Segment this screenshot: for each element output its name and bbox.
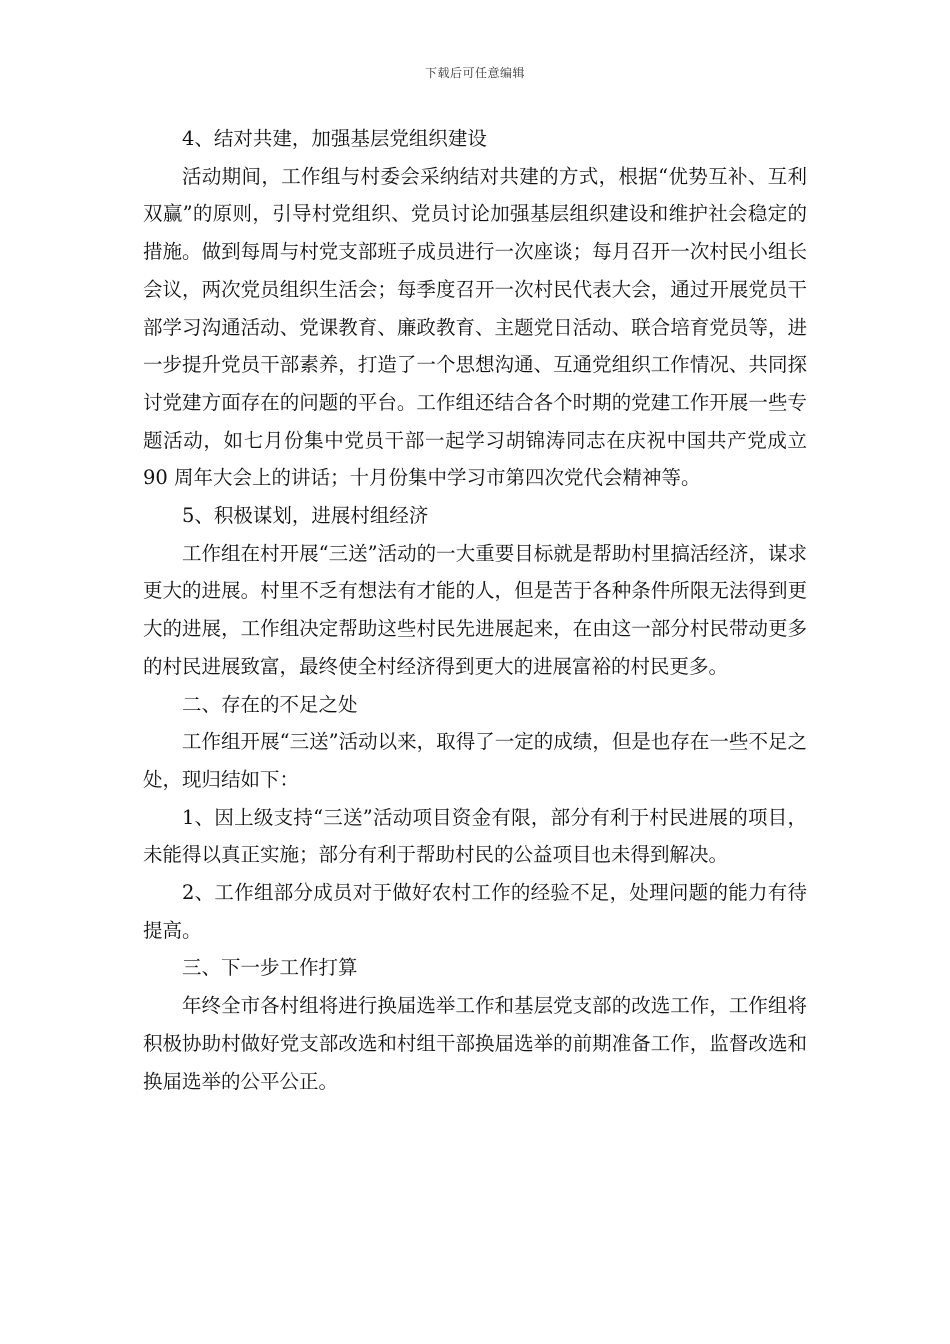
document-body <box>143 120 807 1100</box>
paragraph-shortcomings-intro: 工作组开展“三送”活动以来，取得了一定的成绩，但是也存在一些不足之处，现归结如下： <box>143 730 807 791</box>
page-header: 下载后可任意编辑 <box>424 66 525 80</box>
paragraph-next-steps: 年终全市各村组将进行换届选举工作和基层党支部的改选工作，工作组将积极协助村做好党支部改选和村组干部换届选举的前期准备工作，监督改选和换届选举的公平公正。 <box>143 994 807 1093</box>
heading-village-economy: 5、积极谋划，进展村组经济 <box>182 504 429 528</box>
paragraph-shortcoming-1: 1、因上级支持“三送”活动项目资金有限，部分有利于村民进展的项目，未能得以真正实施；部分有利于帮助村民的公益项目也未得到解决。 <box>143 805 807 867</box>
heading-joint-construction: 4、结对共建，加强基层党组织建设 <box>182 127 487 150</box>
heading-next-steps: 三、下一步工作打算 <box>182 956 358 980</box>
heading-shortcomings: 二、存在的不足之处 <box>182 692 358 716</box>
paragraph-shortcoming-2: 2、工作组部分成员对于做好农村工作的经验不足，处理问题的能力有待提高。 <box>143 881 807 942</box>
paragraph-joint-construction: 活动期间，工作组与村委会采纳结对共建的方式，根据“优势互补、互利双赢”的原则，引导村党组织、党员讨论加强基层组织建设和维护社会稳定的措施。做到每周与村党支部班子成员进行一次座谈；每月召开一次村民小组长会议，两次党员组织生活会；每季度召开一次村民代表大会，通过开展党员干部学习沟通活动、党课教育、廉政教育、主题党日活动、联合培育党员等，进一步提升党员干部素养，打造了一个思想沟通、互通党组织工作情况、共同探讨党建方面存在的问题的平台。工作组还结合各个时期的党建工作开展一些专题活动，如七月份集中党员干部一起学习胡锦涛同志在庆祝中国共产党成立 90 周年大会上的讲话；十月份集中学习市第四次党代会精神等。 <box>143 164 807 490</box>
paragraph-village-economy: 工作组在村开展“三送”活动的一大重要目标就是帮助村里搞活经济，谋求更大的进展。村里不乏有想法有才能的人，但是苦于各种条件所限无法得到更大的进展，工作组决定帮助这些村民先进展起来，在由这一部分村民带动更多的村民进展致富，最终使全村经济得到更大的进展富裕的村民更多。 <box>143 541 807 678</box>
